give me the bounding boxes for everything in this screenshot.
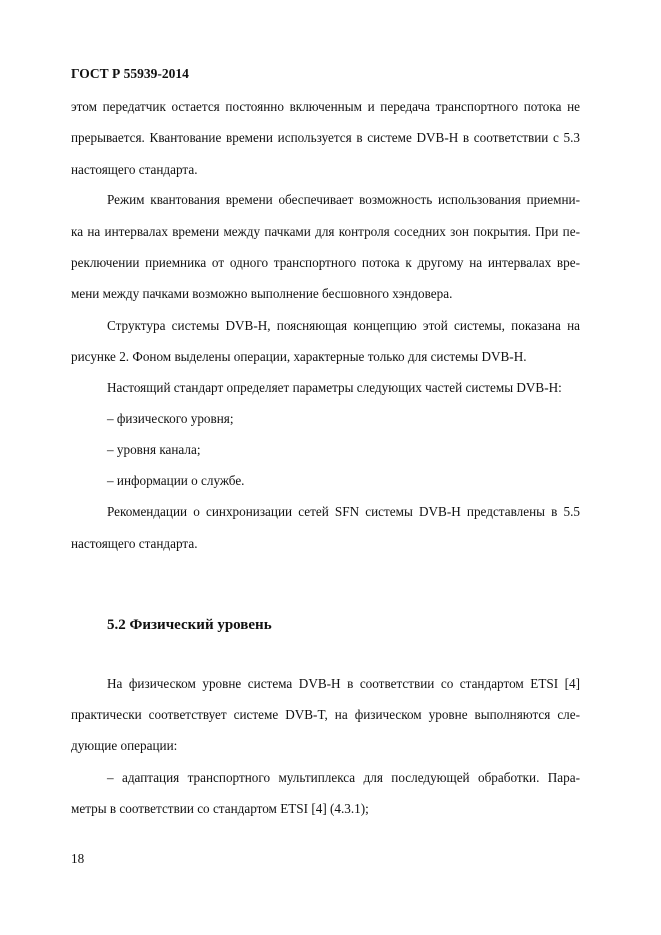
- text-line: дующие операции:: [71, 738, 178, 753]
- text-line: реключении приемника от одного транспортного потока к другому на интервалах вре-: [71, 255, 580, 270]
- text-line: Режим квантования времени обеспечивает возможность использования приемни-: [107, 192, 580, 207]
- document-header: ГОСТ Р 55939-2014: [71, 66, 189, 81]
- list-item: – информации о службе.: [107, 473, 245, 488]
- text-line: метры в соответствии со стандартом ETSI [4] (4.3.1);: [71, 801, 369, 816]
- text-line: этом передатчик остается постоянно включенным и передача транспортного потока не: [71, 99, 580, 114]
- section-heading: 5.2 Физический уровень: [107, 617, 272, 633]
- text-line: Настоящий стандарт определяет параметры следующих частей системы DVB-H:: [107, 380, 562, 395]
- list-item: – адаптация транспортного мультиплекса для последующей обработки. Пара-: [107, 770, 580, 785]
- page-number: 18: [71, 851, 85, 866]
- text-line: прерывается. Квантование времени используется в системе DVB-H в соответствии с 5.3: [71, 130, 580, 145]
- text-line: практически соответствует системе DVB-T, на физическом уровне выполняются сле-: [71, 707, 580, 722]
- list-item: – уровня канала;: [107, 442, 201, 457]
- text-line: Структура системы DVB-H, поясняющая концепцию этой системы, показана на: [107, 318, 580, 333]
- text-line: Рекомендации о синхронизации сетей SFN системы DVB-H представлены в 5.5: [107, 504, 580, 519]
- text-line: ка на интервалах времени между пачками для контроля соседних зон покрытия. При пе-: [71, 224, 580, 239]
- text-line: настоящего стандарта.: [71, 162, 198, 177]
- list-item: – физического уровня;: [107, 411, 234, 426]
- text-line: рисунке 2. Фоном выделены операции, характерные только для системы DVB-H.: [71, 349, 527, 364]
- text-line: мени между пачками возможно выполнение бесшовного хэндовера.: [71, 286, 453, 301]
- text-line: настоящего стандарта.: [71, 536, 198, 551]
- text-line: На физическом уровне система DVB-H в соответствии со стандартом ETSI [4]: [107, 676, 580, 691]
